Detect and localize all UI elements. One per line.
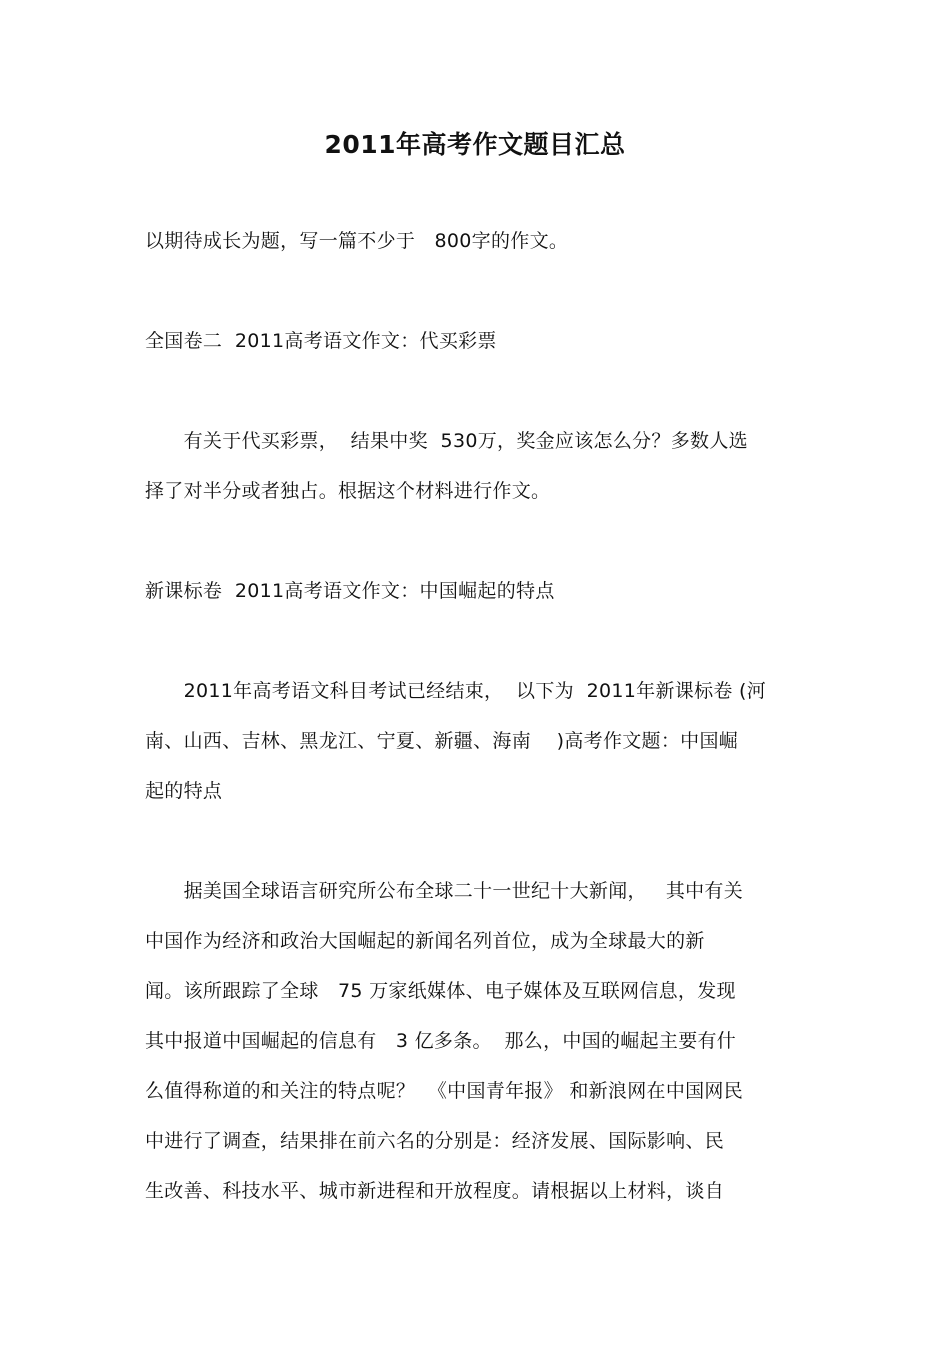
section-heading-national-2: 全国卷二 2011高考语文作文：代买彩票 [145, 330, 497, 352]
paragraph-intro-line-1: 2011年高考语文科目考试已经结束， 以下为 2011年新课标卷 (河 [145, 680, 767, 702]
prompt-line-1: 以期待成长为题，写一篇不少于 800字的作文。 [145, 230, 569, 252]
paragraph-lottery-line-1: 有关于代买彩票， 结果中奖 530万，奖金应该怎么分？多数人选 [145, 430, 748, 452]
paragraph-intro-line-3: 起的特点 [145, 780, 223, 802]
paragraph-material-line-7: 生改善、科技水平、城市新进程和开放程度。请根据以上材料，谈自 [145, 1180, 725, 1202]
paragraph-material-line-3: 闻。该所跟踪了全球 75 万家纸媒体、电子媒体及互联网信息，发现 [145, 980, 736, 1002]
paragraph-material-line-1: 据美国全球语言研究所公布全球二十一世纪十大新闻， 其中有关 [145, 880, 744, 902]
paragraph-material-line-4: 其中报道中国崛起的信息有 3 亿多条。 那么，中国的崛起主要有什 [145, 1030, 737, 1052]
paragraph-material-line-2: 中国作为经济和政治大国崛起的新闻名列首位，成为全球最大的新 [145, 930, 705, 952]
document-title: 2011年高考作文题目汇总 [324, 130, 626, 159]
section-heading-new-curriculum: 新课标卷 2011高考语文作文：中国崛起的特点 [145, 580, 555, 602]
paragraph-material-line-6: 中进行了调查，结果排在前六名的分别是：经济发展、国际影响、民 [145, 1130, 725, 1152]
paragraph-intro-line-2: 南、山西、吉林、黑龙江、宁夏、新疆、海南 )高考作文题：中国崛 [145, 730, 739, 752]
paragraph-material-line-5: 么值得称道的和关注的特点呢？ 《中国青年报》 和新浪网在中国网民 [145, 1080, 744, 1102]
paragraph-lottery-line-2: 择了对半分或者独占。根据这个材料进行作文。 [145, 480, 551, 502]
